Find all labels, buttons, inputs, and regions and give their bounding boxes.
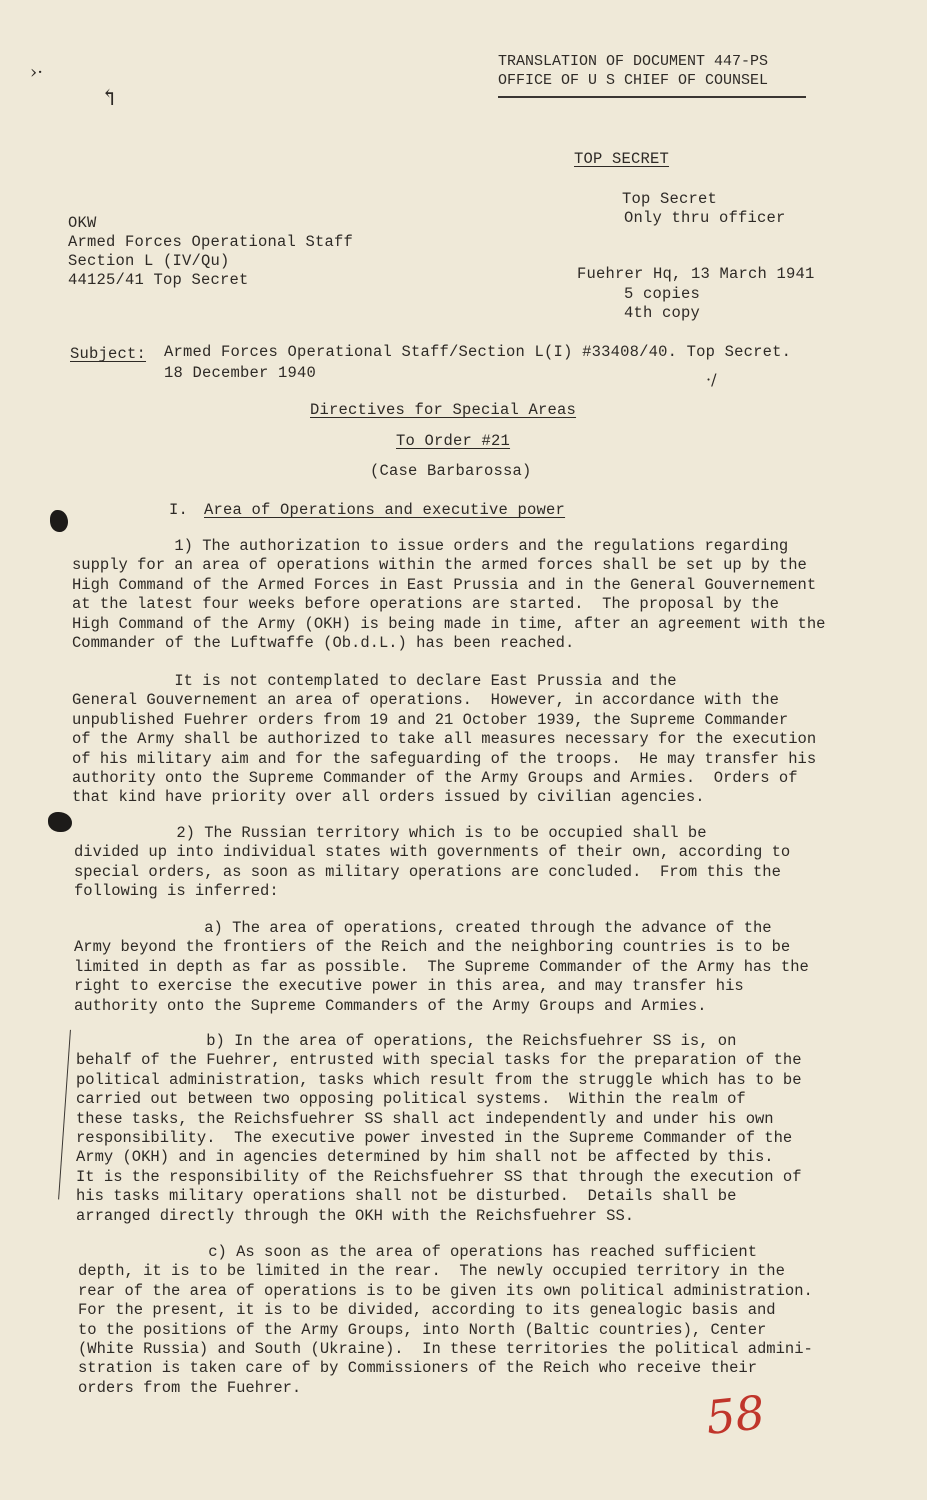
paragraph-b	[76, 1032, 802, 1226]
text-line: 2) The Russian territory which is to be occupied shall be	[74, 824, 707, 842]
header-line-2: OFFICE OF U S CHIEF OF COUNSEL	[498, 72, 769, 89]
paragraph-3	[74, 824, 790, 902]
subject-label: Subject:	[70, 345, 147, 363]
section-title: Area of Operations and executive power	[204, 501, 566, 519]
paragraph-a	[74, 919, 809, 1016]
date-label: Fuehrer Hq, 13 March 1941	[577, 265, 815, 283]
staff-label: Armed Forces Operational Staff	[68, 233, 354, 251]
text-line: It is not contemplated to declare East Prussia and the	[72, 672, 677, 690]
pencil-mark: ›·	[30, 62, 43, 83]
text-line: Commander of the Luftwaffe (Ob.d.L.) has been reached.	[72, 634, 575, 653]
title-order: To Order #21	[396, 432, 511, 450]
text-line: For the present, it is to be divided, according to its genealogic basis and	[78, 1301, 776, 1320]
text-line: that kind have priority over all orders issued by civilian agencies.	[72, 788, 705, 807]
text-line: It is the responsibility of the Reichsfuehrer SS that through the execution of	[76, 1167, 802, 1186]
text-line: authority onto the Supreme Commander of the Army Groups and Armies. Orders of	[72, 769, 798, 788]
text-line: at the latest four weeks before operations are started. The proposal by the	[72, 595, 779, 614]
pencil-mark: ↰	[100, 86, 119, 111]
text-line: orders from the Fuehrer.	[78, 1378, 302, 1397]
text-line: political administration, tasks which result from the struggle which has to be	[76, 1070, 802, 1089]
section-label: Section L (IV/Qu)	[68, 252, 230, 270]
paragraph-1	[72, 537, 825, 653]
subject-text: Armed Forces Operational Staff/Section L(I) #33408/40. Top Secret.	[164, 343, 792, 361]
classification: TOP SECRET	[574, 150, 670, 168]
text-line: stration is taken care of by Commissioners of the Reich who receive their	[78, 1359, 758, 1378]
text-line: his tasks military operations shall not be disturbed. Details shall be	[76, 1187, 737, 1206]
reference-label: 44125/41 Top Secret	[68, 271, 249, 289]
text-line: b) In the area of operations, the Reichsfuehrer SS is, on	[76, 1032, 737, 1050]
text-line: right to exercise the executive power in this area, and may transfer his	[74, 977, 744, 996]
text-line: special orders, as soon as military operations are concluded. From this the	[74, 862, 781, 881]
pencil-mark: ·/	[706, 370, 717, 389]
text-line: High Command of the Armed Forces in East Prussia and in the General Gouvernement	[72, 575, 817, 594]
text-line: Army beyond the frontiers of the Reich and the neighboring countries is to be	[74, 938, 791, 957]
text-line: depth, it is to be limited in the rear. The newly occupied territory in the	[78, 1262, 785, 1281]
text-line: authority onto the Supreme Commanders of the Army Groups and Armies.	[74, 996, 707, 1015]
text-line: supply for an area of operations within the armed forces shall be set up by the	[72, 556, 807, 575]
text-line: of his military aim and for the safeguarding of the troops. He may transfer his	[72, 749, 817, 768]
text-line: of the Army shall be authorized to take all measures necessary for the execution	[72, 730, 817, 749]
copies-label: 5 copies	[624, 285, 701, 303]
secret-label: Top Secret	[622, 190, 718, 208]
subject-date: 18 December 1940	[164, 364, 317, 382]
text-line: Army (OKH) and in agencies determined by him shall not be affected by this.	[76, 1148, 774, 1167]
title-directives: Directives for Special Areas	[310, 401, 577, 419]
section-number: I.	[169, 501, 189, 519]
title-case: (Case Barbarossa)	[370, 462, 532, 480]
text-line: c) As soon as the area of operations has reached sufficient	[78, 1243, 758, 1261]
translation-header	[498, 52, 806, 98]
page-number: 58	[703, 1385, 768, 1445]
text-line: 1) The authorization to issue orders and the regulations regarding	[72, 537, 789, 555]
text-line: limited in depth as far as possible. The Supreme Commander of the Army has the	[74, 957, 809, 976]
paragraph-c	[78, 1243, 813, 1398]
text-line: carried out between two opposing political systems. Within the realm of	[76, 1090, 746, 1109]
text-line: behalf of the Fuehrer, entrusted with special tasks for the preparation of the	[76, 1051, 802, 1070]
text-line: these tasks, the Reichsfuehrer SS shall act independently and under his own	[76, 1109, 774, 1128]
text-line: (White Russia) and South (Ukraine). In these territories the political admini-	[78, 1340, 813, 1359]
text-line: a) The area of operations, created through the advance of the	[74, 919, 772, 937]
org-label: OKW	[68, 214, 97, 232]
officer-label: Only thru officer	[624, 209, 786, 227]
text-line: to the positions of the Army Groups, into North (Baltic countries), Center	[78, 1320, 767, 1339]
text-line: unpublished Fuehrer orders from 19 and 21 October 1939, the Supreme Commander	[72, 710, 789, 729]
text-line: General Gouvernement an area of operations. However, in accordance with the	[72, 691, 779, 710]
text-line: divided up into individual states with governments of their own, according to	[74, 843, 791, 862]
paragraph-2	[72, 672, 816, 808]
header-line-1: TRANSLATION OF DOCUMENT 447-PS	[498, 53, 769, 70]
text-line: High Command of the Army (OKH) is being made in time, after an agreement with the	[72, 614, 826, 633]
text-line: following is inferred:	[74, 882, 279, 901]
text-line: rear of the area of operations is to be given its own political administration.	[78, 1281, 813, 1300]
ink-blot	[50, 510, 68, 532]
copy-number: 4th copy	[624, 304, 701, 322]
text-line: arranged directly through the OKH with the Reichsfuehrer SS.	[76, 1206, 635, 1225]
ink-blot	[48, 812, 72, 832]
text-line: responsibility. The executive power invested in the Supreme Commander of the	[76, 1129, 793, 1148]
